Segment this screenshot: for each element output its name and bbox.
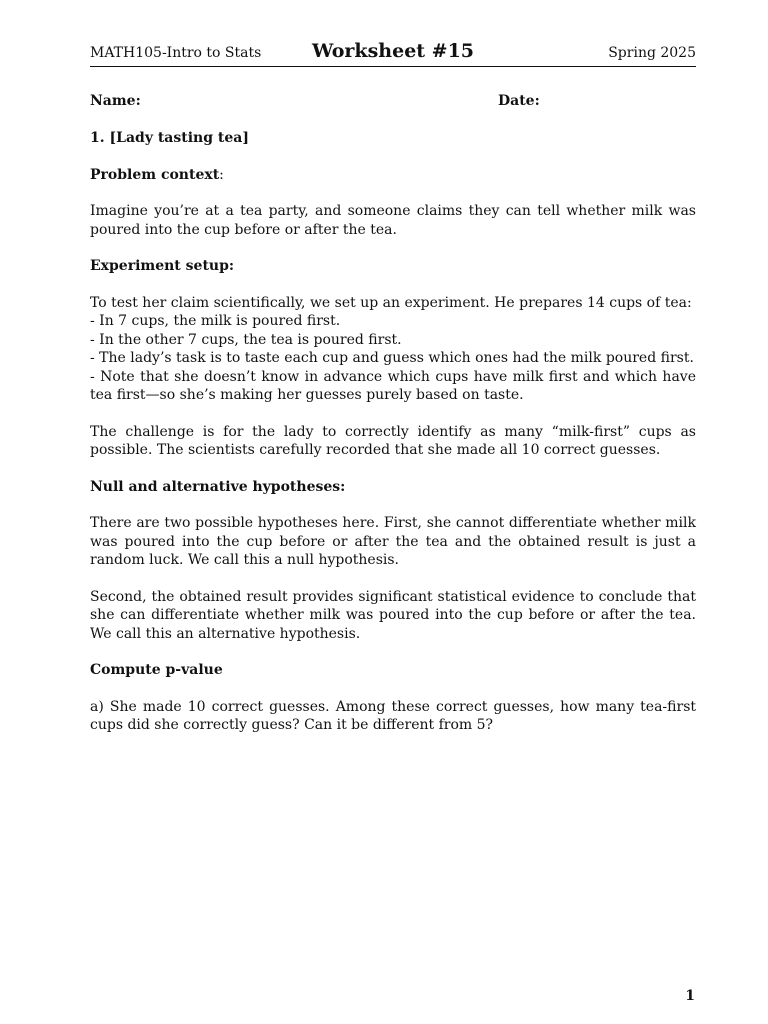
term-label: Spring 2025 <box>608 45 696 61</box>
setup-heading: Experiment setup: <box>90 258 235 274</box>
setup-item: - In 7 cups, the milk is poured first. <box>90 313 341 329</box>
name-date-row <box>90 92 696 110</box>
setup-intro: To test her claim scientifically, we set up an experiment. He prepares 14 cups of tea: <box>90 294 692 311</box>
context-heading: Problem context <box>90 166 220 183</box>
null-hypothesis-paragraph: There are two possible hypotheses here. First, she cannot differentiate whether milk was poured into the cup before or after the tea and the obtained result is just a random luck. We call this a null hypothesis. <box>90 515 696 568</box>
setup-block <box>90 294 696 405</box>
alternative-hypothesis-paragraph: Second, the obtained result provides significant statistical evidence to conclude that she can differentiate whether milk was poured into the cup before or after the tea. We call this an alternative hypothesis. <box>90 588 696 642</box>
worksheet-content <box>90 92 696 735</box>
question-a: a) She made 10 correct guesses. Among these correct guesses, how many tea-first cups did she correctly guess? Can it be different from 5? <box>90 698 696 733</box>
name-label: Name: <box>90 93 141 109</box>
pvalue-heading: Compute p-value <box>90 662 223 678</box>
course-name: MATH105-Intro to Stats <box>90 45 262 61</box>
hypotheses-heading: Null and alternative hypotheses: <box>90 478 346 495</box>
challenge-paragraph: The challenge is for the lady to correctly identify as many “milk-first” cups as possible. The scientists carefully recorded that she made all 10 correct guesses. <box>90 423 696 458</box>
setup-item: - In the other 7 cups, the tea is poured first. <box>90 331 402 348</box>
context-paragraph: Imagine you’re at a tea party, and someone claims they can tell whether milk was poured into the cup before or after the tea. <box>90 203 696 238</box>
problem-heading: 1. [Lady tasting tea] <box>90 130 249 146</box>
setup-item: - The lady’s task is to taste each cup and guess which ones had the milk poured first. <box>90 350 694 366</box>
date-label: Date: <box>498 93 540 109</box>
page-header <box>90 40 696 67</box>
context-heading-colon: : <box>219 166 224 183</box>
context-heading-line <box>90 166 696 185</box>
setup-item: - Note that she doesn’t know in advance which cups have milk first and which have tea first—so she’s making her guesses purely based on taste. <box>90 368 696 403</box>
page-number: 1 <box>685 988 695 1004</box>
worksheet-title: Worksheet #15 <box>311 40 475 62</box>
